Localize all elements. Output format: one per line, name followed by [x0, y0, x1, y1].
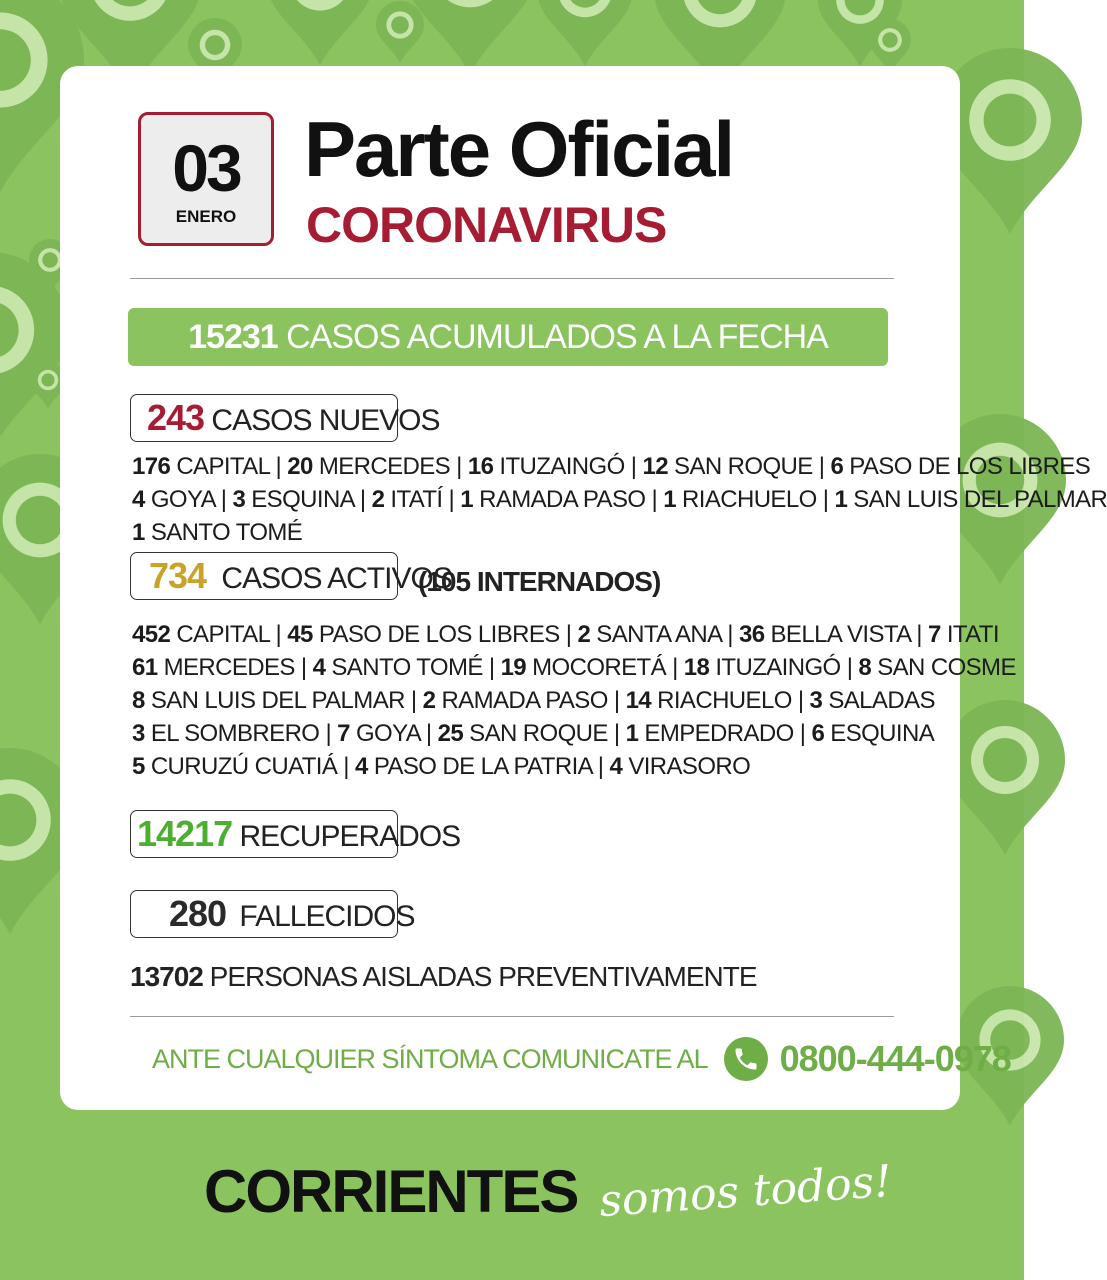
- isolated-line: [130, 959, 757, 995]
- new-cases-badge: [130, 394, 440, 442]
- cumulative-label: CASOS ACUMULADOS A LA FECHA: [286, 318, 828, 356]
- separator: |: [812, 453, 831, 480]
- locality-name: MERCEDES: [312, 453, 451, 480]
- locality-count: 14: [625, 687, 652, 714]
- locality-name: RIACHUELO: [675, 486, 817, 513]
- separator: |: [319, 720, 338, 747]
- separator: |: [793, 720, 812, 747]
- locality-name: ESQUINA: [245, 486, 354, 513]
- locality-name: SANTO TOMÉ: [325, 654, 483, 681]
- locality-count: 3: [809, 687, 823, 714]
- separator: |: [645, 486, 664, 513]
- locality-count: 452: [132, 621, 171, 648]
- footer-brand: CORRIENTES: [204, 1157, 578, 1225]
- new-cases-number: 243: [147, 397, 205, 438]
- separator: |: [840, 654, 859, 681]
- locality-name: RAMADA PASO: [435, 687, 608, 714]
- locality-count: 1: [460, 486, 474, 513]
- separator: |: [910, 621, 929, 648]
- date-day: 03: [172, 131, 240, 205]
- locality-line: [132, 651, 1016, 684]
- locality-count: 1: [834, 486, 848, 513]
- separator: |: [721, 621, 739, 648]
- locality-name: MERCEDES: [157, 654, 295, 681]
- recovered-badge: [130, 810, 461, 858]
- recovered-number: 14217: [137, 813, 233, 854]
- locality-name: CURUZÚ CUATIÁ: [144, 753, 338, 780]
- locality-count: 4: [312, 654, 326, 681]
- locality-name: ITATI: [940, 621, 999, 648]
- locality-count: 5: [132, 753, 145, 780]
- locality-name: ESQUINA: [824, 720, 935, 747]
- date-badge: [138, 112, 274, 246]
- locality-name: ITUZAINGÓ: [709, 654, 841, 681]
- locality-line: [132, 516, 302, 549]
- locality-name: SAN COSME: [871, 654, 1016, 681]
- locality-count: 4: [132, 486, 145, 513]
- locality-count: 4: [609, 753, 623, 780]
- separator: |: [214, 486, 233, 513]
- locality-name: BELLA VISTA: [764, 621, 911, 648]
- separator: |: [607, 720, 626, 747]
- separator: |: [482, 654, 501, 681]
- locality-count: 25: [437, 720, 464, 747]
- active-cases-badge: [130, 552, 452, 600]
- divider: [130, 1016, 894, 1017]
- active-cases-label: CASOS ACTIVOS: [221, 562, 452, 595]
- hospitalized-count: (105 INTERNADOS): [418, 566, 661, 597]
- locality-count: 45: [287, 621, 313, 648]
- locality-count: 20: [287, 453, 313, 480]
- separator: |: [791, 687, 810, 714]
- locality-count: 1: [625, 720, 639, 747]
- locality-count: 1: [663, 486, 676, 513]
- locality-name: SAN LUIS DEL PALMAR: [847, 486, 1107, 513]
- footer: [190, 1146, 894, 1236]
- locality-line: [132, 483, 1107, 516]
- locality-count: 2: [422, 687, 436, 714]
- locality-line: [132, 750, 750, 783]
- locality-name: SAN LUIS DEL PALMAR: [144, 687, 405, 714]
- locality-name: RIACHUELO: [651, 687, 792, 714]
- phone-number: 0800-444-0978: [779, 1038, 1011, 1079]
- locality-name: VIRASORO: [622, 753, 751, 780]
- locality-count: 6: [811, 720, 825, 747]
- locality-count: 18: [683, 654, 710, 681]
- locality-count: 3: [132, 720, 145, 747]
- contact-line: [152, 1036, 1011, 1082]
- locality-name: EMPEDRADO: [638, 720, 794, 747]
- page-subtitle: CORONAVIRUS: [306, 197, 667, 253]
- locality-name: ITUZAINGÓ: [493, 453, 625, 480]
- separator: |: [607, 687, 626, 714]
- locality-name: SANTO TOMÉ: [144, 519, 303, 546]
- locality-count: 1: [132, 519, 145, 546]
- separator: |: [404, 687, 423, 714]
- separator: |: [419, 720, 438, 747]
- cumulative-banner: [128, 308, 888, 366]
- cumulative-number: 15231: [188, 318, 278, 356]
- locality-name: PASO DE LOS LIBRES: [843, 453, 1091, 480]
- locality-name: MOCORETÁ: [526, 654, 666, 681]
- separator: |: [294, 654, 313, 681]
- locality-name: GOYA: [144, 486, 215, 513]
- locality-line: [132, 684, 935, 717]
- separator: |: [353, 486, 372, 513]
- locality-name: PASO DE LA PATRIA: [367, 753, 592, 780]
- separator: |: [816, 486, 835, 513]
- locality-line: [132, 450, 1090, 483]
- locality-count: 2: [371, 486, 385, 513]
- separator: |: [559, 621, 578, 648]
- deceased-number: 280: [169, 893, 227, 934]
- locality-count: 7: [928, 621, 941, 648]
- locality-count: 7: [337, 720, 350, 747]
- recovered-label: RECUPERADOS: [239, 820, 461, 853]
- locality-name: RAMADA PASO: [473, 486, 646, 513]
- separator: |: [624, 453, 643, 480]
- locality-count: 8: [132, 687, 145, 714]
- locality-name: SAN ROQUE: [667, 453, 813, 480]
- locality-name: EL SOMBRERO: [144, 720, 320, 747]
- locality-count: 61: [132, 654, 158, 681]
- report-card: [60, 66, 1107, 1110]
- separator: |: [269, 453, 288, 480]
- deceased-badge: [130, 890, 415, 938]
- locality-name: CAPITAL: [170, 621, 270, 648]
- separator: |: [450, 453, 468, 480]
- locality-count: 12: [642, 453, 668, 480]
- locality-line: [132, 618, 999, 651]
- separator: |: [337, 753, 356, 780]
- locality-count: 176: [132, 453, 171, 480]
- locality-name: CAPITAL: [170, 453, 270, 480]
- locality-name: SAN ROQUE: [463, 720, 608, 747]
- phone-icon: [724, 1037, 768, 1081]
- locality-name: SANTA ANA: [590, 621, 722, 648]
- contact-text: ANTE CUALQUIER SÍNTOMA COMUNICATE AL: [152, 1043, 708, 1074]
- locality-count: 36: [738, 621, 765, 648]
- locality-count: 19: [500, 654, 527, 681]
- locality-count: 6: [830, 453, 844, 480]
- divider: [130, 278, 894, 279]
- locality-count: 4: [355, 753, 368, 780]
- deceased-label: FALLECIDOS: [239, 900, 415, 933]
- separator: |: [269, 621, 288, 648]
- locality-line: [132, 717, 934, 750]
- isolated-label: PERSONAS AISLADAS PREVENTIVAMENTE: [209, 961, 757, 992]
- locality-name: SALADAS: [822, 687, 935, 714]
- isolated-number: 13702: [130, 961, 203, 992]
- active-cases-number: 734: [149, 555, 207, 596]
- footer-slogan: somos todos!: [597, 1155, 894, 1227]
- separator: |: [442, 486, 461, 513]
- page-title: Parte Oficial: [304, 105, 734, 193]
- locality-name: GOYA: [349, 720, 420, 747]
- date-month: ENERO: [175, 207, 237, 226]
- separator: |: [591, 753, 610, 780]
- new-cases-label: CASOS NUEVOS: [211, 404, 440, 437]
- locality-name: ITATÍ: [384, 486, 443, 513]
- locality-count: 3: [232, 486, 246, 513]
- locality-count: 8: [858, 654, 872, 681]
- locality-count: 16: [467, 453, 494, 480]
- locality-name: PASO DE LOS LIBRES: [312, 621, 560, 648]
- locality-count: 2: [577, 621, 591, 648]
- separator: |: [666, 654, 684, 681]
